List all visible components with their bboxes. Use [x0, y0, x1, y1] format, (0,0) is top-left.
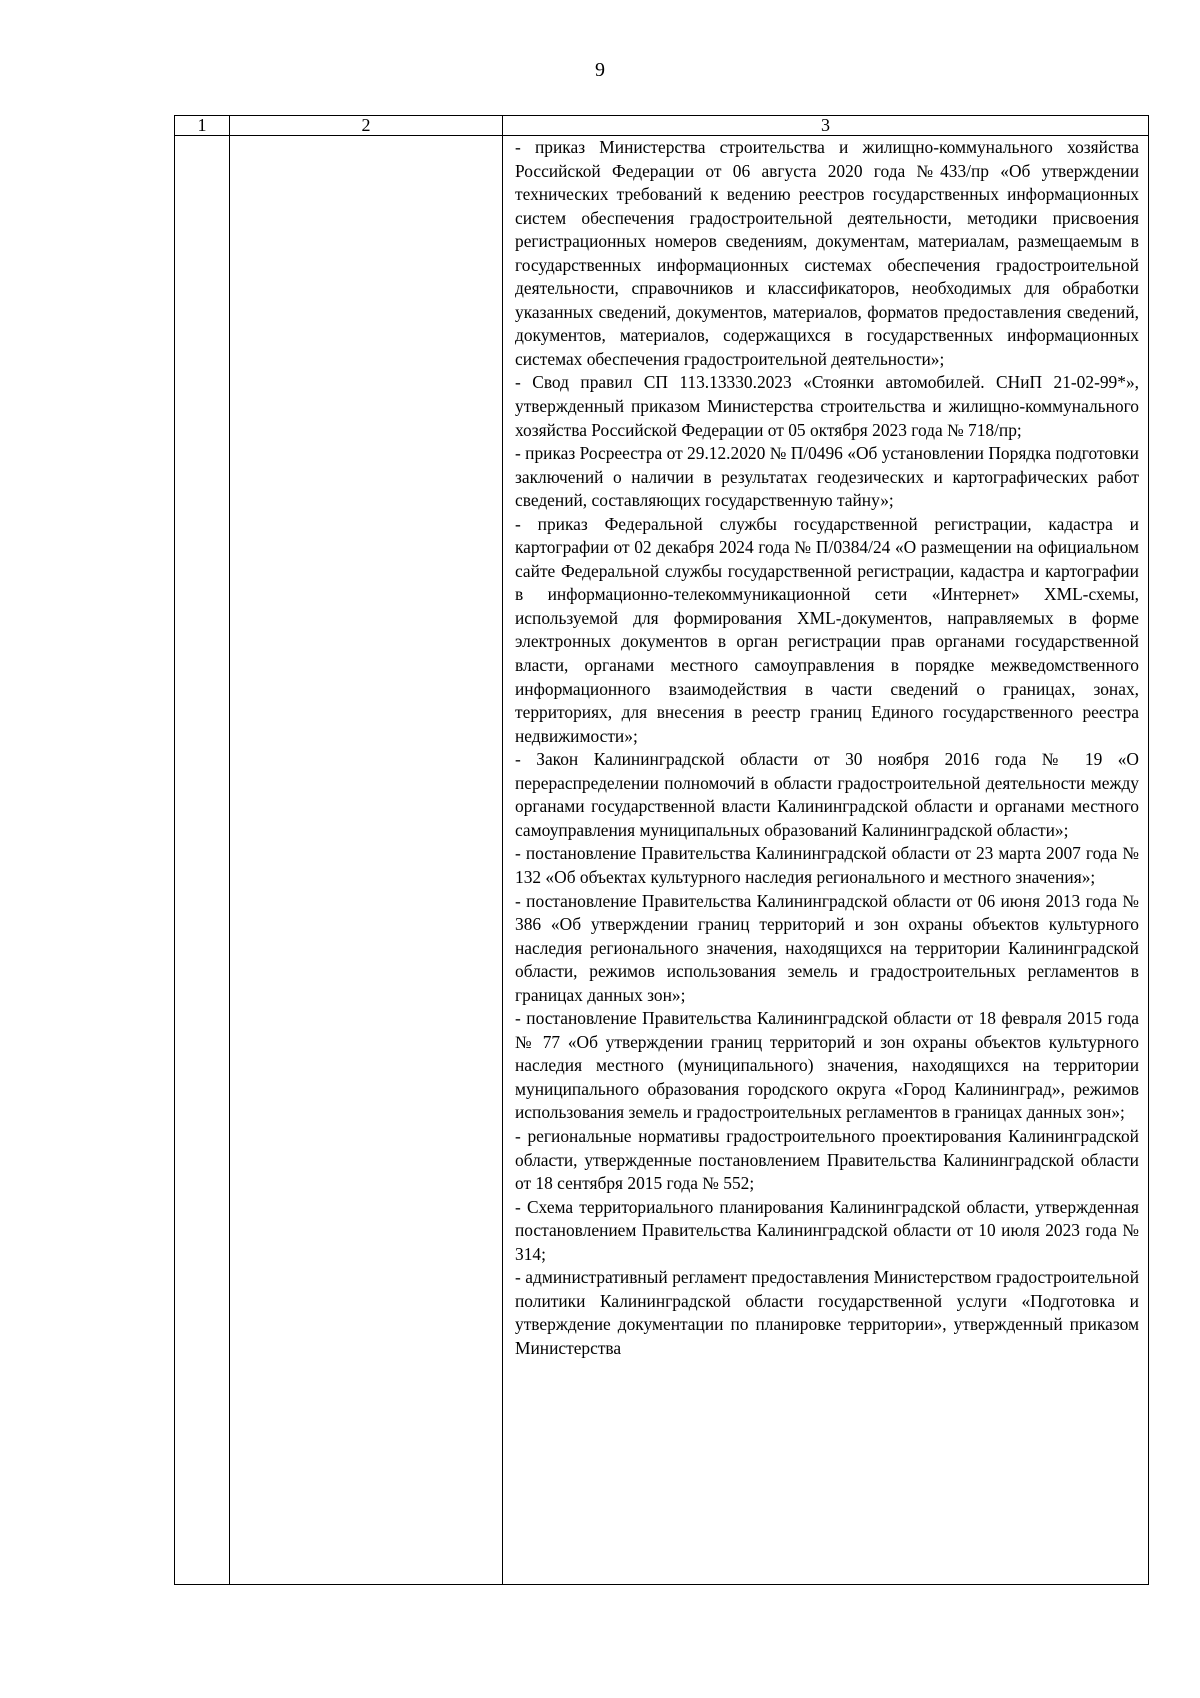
document-table [174, 115, 1149, 1585]
legal-act-item: - приказ Росреестра от 29.12.2020 № П/0496 «Об установлении Порядка подготовки заключений о наличии в результатах геодезических и картографических работ сведений, составляющих государственную тайну»; [515, 443, 1139, 511]
legal-act-item: - административный регламент предоставления Министерством градостроительной политики Калининградской области государственной услуги «Подготовка и утверждение документации по планировке территории», утвержденный приказом Министерства [515, 1267, 1139, 1358]
page-number: 9 [595, 59, 605, 81]
legal-act-item: - постановление Правительства Калининградской области от 06 июня 2013 года № 386 «Об утверждении границ территорий и зон охраны объектов культурного наследия регионального значения, находящихся на территории Калининградской области, режимов использования земель и градостроительных регламентов в границах данных зон»; [515, 890, 1139, 1005]
column-header-1: 1 [175, 116, 230, 136]
column-header-3: 3 [503, 116, 1149, 136]
cell-col1 [175, 136, 230, 1585]
legal-act-item: - Закон Калининградской области от 30 ноября 2016 года № 19 «О перераспределении полномочий в области градостроительной деятельности между органами государственной власти Калининградской области и органами местного самоуправления муниципальных образований Калининградской области»; [515, 749, 1139, 840]
legal-act-item: - приказ Министерства строительства и жилищно-коммунального хозяйства Российской Федерации от 06 августа 2020 года №433/пр «Об утверждении технических требований к ведению реестров государственных информационных систем обеспечения градостроительной деятельности, методики присвоения регистрационных номеров сведениям, документам, материалам, размещаемым в государственных информационных системах обеспечения градостроительной деятельности, справочников и классификаторов, необходимых для обработки указанных сведений, документов, материалов, форматов предоставления сведений, документов, материалов, содержащихся в государственных информационных системах обеспечения градостроительной деятельности»; [515, 137, 1139, 369]
legal-act-item: - постановление Правительства Калининградской области от 23 марта 2007 года № 132 «Об объектах культурного наследия регионального и местного значения»; [515, 843, 1139, 887]
legal-act-item: - Свод правил СП 113.13330.2023 «Стоянки автомобилей. СНиП 21-02-99*», утвержденный приказом Министерства строительства и жилищно-коммунального хозяйства Российской Федерации от 05 октября 2023 года № 718/пр; [515, 372, 1139, 440]
legal-act-item: - приказ Федеральной службы государственной регистрации, кадастра и картографии от 02 декабря 2024 года № П/0384/24 «О размещении на официальном сайте Федеральной службы государственной регистрации, кадастра и картографии в информационно-телекоммуникационной сети «Интернет» XML-схемы, используемой для формирования XML-документов, направляемых в форме электронных документов в орган регистрации прав органами государственной власти, органами местного самоуправления в порядке межведомственного информационного взаимодействия в части сведений о границах, зонах, территориях, для внесения в реестр границ Единого государственного реестра недвижимости»; [515, 513, 1139, 746]
legal-act-item: - Схема территориального планирования Калининградской области, утвержденная постановлением Правительства Калининградской области от 10 июля 2023 года № 314; [515, 1196, 1139, 1264]
table-row [175, 136, 1149, 1585]
legal-act-item: - региональные нормативы градостроительного проектирования Калининградской области, утвержденные постановлением Правительства Калининградской области от 18 сентября 2015 года № 552; [515, 1125, 1139, 1194]
cell-col2 [230, 136, 503, 1585]
legal-act-item: - постановление Правительства Калининградской области от 18 февраля 2015 года № 77 «Об утверждении границ территорий и зон охраны объектов культурного наследия местного (муниципального) значения, находящихся на территории муниципального образования городского округа «Город Калининград», режимов использования земель и градостроительных регламентов в границах данных зон»; [515, 1008, 1139, 1123]
table-header-row [175, 116, 1149, 136]
cell-legal-acts [503, 136, 1149, 1585]
column-header-2: 2 [230, 116, 503, 136]
